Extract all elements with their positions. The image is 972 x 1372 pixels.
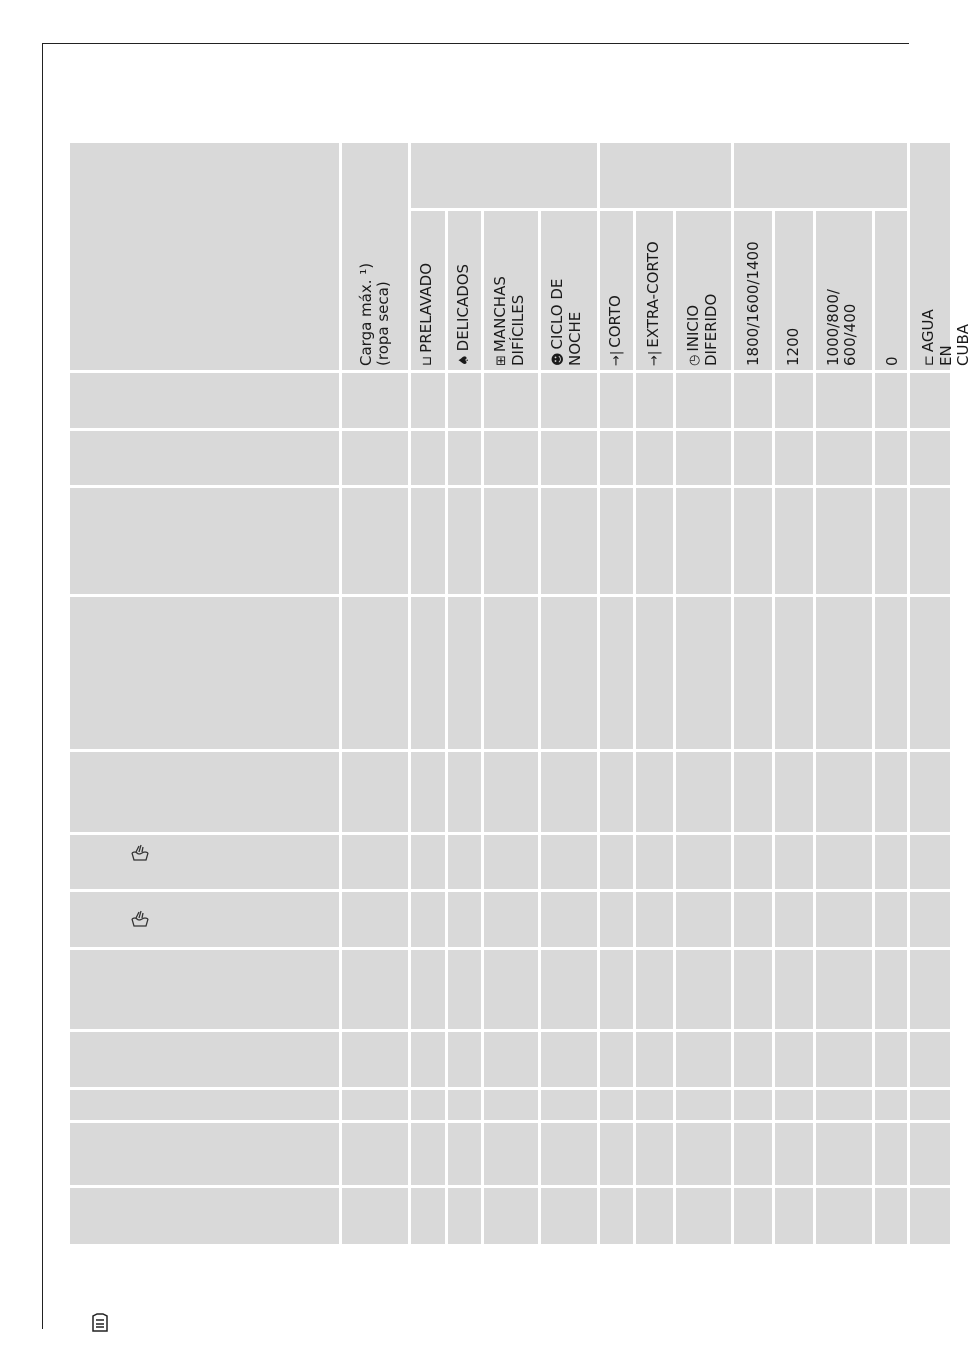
header-divider — [70, 370, 950, 373]
column-divider — [813, 208, 816, 1244]
header-spin-low — [825, 289, 859, 366]
column-divider — [538, 208, 541, 1244]
rinse-hold-icon: ⊏ — [922, 355, 937, 366]
stain-shirt-icon: ⊞ — [494, 355, 509, 366]
header-rinse-hold — [920, 309, 972, 366]
header-stains — [492, 276, 527, 366]
header-label: MANCHAS DIFÍCILES — [491, 276, 527, 366]
header-label: AGUA EN CUBA — [919, 309, 972, 366]
header-label: EXTRA-CORTO — [644, 241, 662, 348]
prewash-icon: ⊔ — [420, 355, 435, 366]
column-divider — [408, 143, 411, 1244]
row-divider — [70, 485, 950, 488]
column-divider — [673, 208, 676, 1244]
delicate-icon: ♠ — [457, 354, 472, 366]
header-label: DELICADOS — [454, 263, 472, 352]
header-spin-0 — [884, 356, 901, 366]
header-night-cycle — [549, 279, 584, 366]
row-divider — [410, 208, 908, 211]
column-divider — [597, 143, 600, 1244]
header-spin-max — [745, 241, 762, 366]
row-divider — [70, 947, 950, 950]
night-cycle-icon: ☻ — [551, 352, 566, 366]
header-max-load — [358, 263, 392, 366]
column-divider — [907, 143, 910, 1244]
column-divider — [339, 143, 342, 1244]
hand-wash-icon — [130, 909, 150, 934]
header-delicate — [455, 264, 473, 366]
header-label: 1000/800/ 600/400 — [824, 289, 859, 366]
header-extra-short — [645, 241, 663, 366]
header-label: 0 — [883, 356, 901, 366]
header-delay-start — [685, 294, 720, 366]
header-prewash — [418, 263, 436, 366]
row-divider — [70, 889, 950, 892]
header-label: PRELAVADO — [417, 262, 435, 353]
column-divider — [633, 208, 636, 1244]
row-divider — [70, 428, 950, 431]
row-divider — [70, 1087, 950, 1090]
header-label: Carga máx. ¹) (ropa seca) — [357, 262, 392, 366]
header-label: 1800/1600/1400 — [744, 241, 762, 366]
column-divider — [731, 143, 734, 1244]
stain-shirt-icon — [90, 1312, 110, 1339]
page-frame-left — [42, 43, 43, 1329]
header-label: INICIO DIFERIDO — [684, 293, 720, 366]
row-divider — [70, 1185, 950, 1188]
short-cycle-icon: →| — [609, 350, 624, 366]
row-divider — [70, 594, 950, 597]
column-divider — [445, 208, 448, 1244]
header-short — [607, 295, 625, 366]
header-label: 1200 — [784, 327, 802, 366]
extra-short-icon: →| — [647, 350, 662, 366]
delay-start-icon: ◷ — [687, 354, 702, 366]
header-label: CORTO — [606, 295, 624, 348]
row-divider — [70, 1120, 950, 1123]
row-divider — [70, 832, 950, 835]
row-divider — [70, 749, 950, 752]
column-divider — [772, 208, 775, 1244]
row-divider — [70, 1029, 950, 1032]
hand-wash-icon — [130, 843, 150, 868]
header-spin-1200 — [785, 328, 802, 366]
column-divider — [481, 208, 484, 1244]
page-frame-top — [42, 43, 909, 44]
column-divider — [872, 208, 875, 1244]
header-label: CICLO DE NOCHE — [548, 278, 584, 366]
